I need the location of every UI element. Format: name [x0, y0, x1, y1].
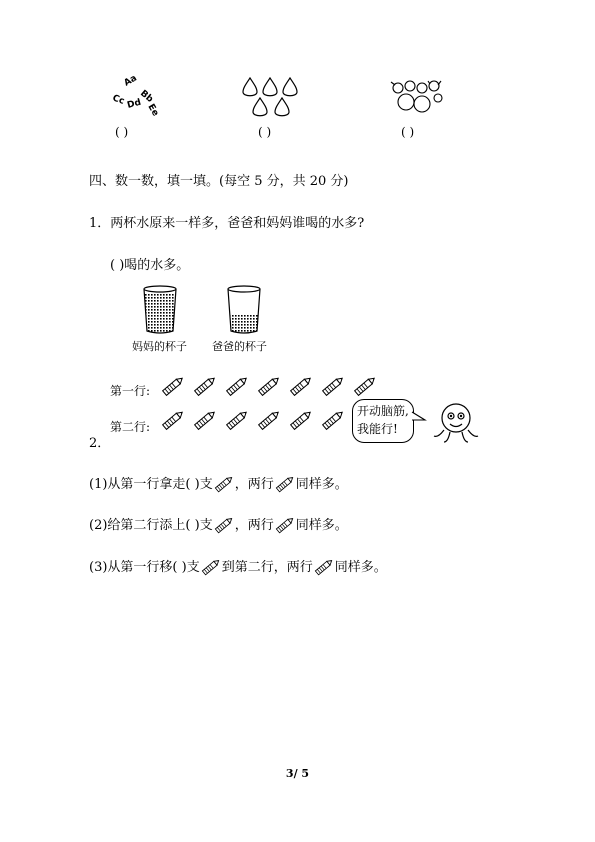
cartoon-character-icon	[430, 400, 482, 446]
pencil-icon	[224, 374, 250, 398]
speech-bubble	[352, 399, 414, 443]
pencil-icon	[213, 474, 235, 494]
pencil-icon	[352, 374, 378, 398]
question-1-answer-line[interactable]: ( )喝的水多。	[110, 258, 190, 273]
scattered-letters-picture	[108, 73, 164, 119]
page-number: 3/ 5	[285, 767, 310, 780]
pencil-icon	[160, 408, 186, 432]
pencil-icon	[313, 557, 335, 577]
question-2-item-2	[89, 514, 348, 535]
item-3-prefix[interactable]: (3)从第一行移( )支	[89, 560, 200, 575]
item-1-prefix[interactable]: (1)从第一行拿走( )支	[89, 477, 213, 492]
answer-blank-2[interactable]: ( )	[258, 125, 272, 139]
question-2-item-1	[89, 473, 348, 494]
answer-blank-1[interactable]: ( )	[115, 125, 129, 139]
svg-text:Ee: Ee	[145, 102, 161, 119]
answer-blank-3[interactable]: ( )	[401, 125, 415, 139]
mom-cup-icon	[142, 285, 178, 335]
pencil-row-2	[160, 408, 346, 432]
pencil-icon	[288, 408, 314, 432]
svg-text:Cc: Cc	[110, 93, 126, 107]
question-1-text: 1．两杯水原来一样多，爸爸和妈妈谁喝的水多?	[89, 216, 365, 231]
item-3-middle: 到第二行，两行	[221, 560, 313, 575]
pencil-icon	[213, 515, 235, 535]
pears-picture	[240, 76, 302, 124]
pencil-icon	[224, 408, 250, 432]
item-3-suffix: 同样多。	[334, 560, 387, 575]
pencil-icon	[274, 474, 296, 494]
item-1-suffix: 同样多。	[295, 477, 348, 492]
pencil-icon	[274, 515, 296, 535]
pencil-icon	[192, 374, 218, 398]
item-2-suffix: 同样多。	[295, 518, 348, 533]
pencil-icon	[288, 374, 314, 398]
pencil-icon	[192, 408, 218, 432]
bubble-tail	[412, 410, 426, 424]
mom-cup-label: 妈妈的杯子	[132, 340, 187, 353]
pencil-icon	[160, 374, 186, 398]
item-2-prefix[interactable]: (2)给第二行添上( )支	[89, 518, 213, 533]
svg-text:Bb: Bb	[138, 88, 155, 105]
fruits-picture	[386, 78, 448, 118]
pencil-icon	[320, 374, 346, 398]
question-2-item-3	[89, 556, 387, 577]
svg-text:Dd: Dd	[126, 97, 143, 111]
question-2-number: 2．	[89, 436, 111, 451]
pencil-icon	[320, 408, 346, 432]
dad-cup-icon	[226, 285, 262, 335]
pencil-row-1	[160, 374, 378, 398]
svg-text:Aa: Aa	[122, 73, 139, 89]
row-1-label: 第一行:	[110, 384, 151, 398]
bubble-line-2: 我能行!	[357, 422, 398, 436]
row-2-label: 第二行:	[110, 420, 151, 434]
pencil-icon	[200, 557, 222, 577]
pencil-icon	[256, 374, 282, 398]
item-2-middle: ，两行	[234, 518, 274, 533]
pencil-icon	[256, 408, 282, 432]
bubble-line-1: 开动脑筋,	[357, 404, 409, 418]
dad-cup-label: 爸爸的杯子	[212, 340, 267, 353]
item-1-middle: ，两行	[234, 477, 274, 492]
section-title: 四、数一数，填一填。(每空 5 分，共 20 分)	[89, 174, 349, 189]
